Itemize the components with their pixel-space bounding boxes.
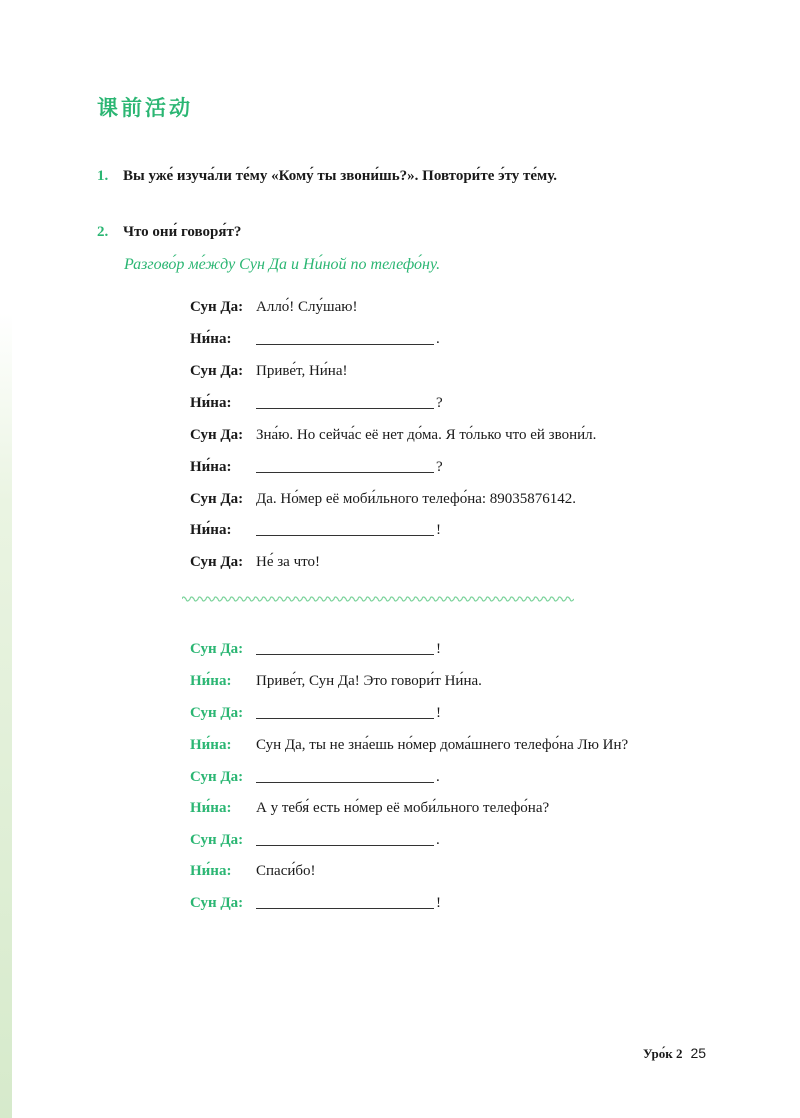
blank-punct: ?	[436, 459, 443, 475]
speaker-label: Сун Да:	[190, 554, 244, 570]
speaker-label: Ни́на:	[190, 459, 232, 475]
dialogue-line	[190, 454, 443, 476]
dialogue-line	[190, 422, 596, 444]
line-text: Алло́! Слу́шаю!	[256, 299, 358, 315]
line-text: Сун Да, ты не зна́ешь но́мер дома́шнего телефо́на Лю Ин?	[256, 737, 629, 753]
answer-blank[interactable]	[256, 456, 434, 473]
blank-punct: .	[436, 832, 440, 848]
speaker-label: Ни́на:	[190, 522, 232, 538]
task-1	[97, 168, 557, 185]
speaker-label: Сун Да:	[190, 427, 244, 443]
page-number: 25	[690, 1045, 707, 1061]
side-color-band	[0, 0, 12, 1118]
answer-blank[interactable]	[256, 328, 434, 345]
line-text: Приве́т, Ни́на!	[256, 363, 348, 379]
dialogue-line	[190, 732, 628, 754]
speaker-label: Ни́на:	[190, 800, 232, 816]
speaker-label: Сун Да:	[190, 641, 244, 657]
answer-blank[interactable]	[256, 766, 434, 783]
answer-blank[interactable]	[256, 638, 434, 655]
dialogue-line	[190, 294, 357, 316]
line-text: Приве́т, Сун Да! Это говори́т Ни́на.	[256, 673, 482, 689]
answer-blank[interactable]	[256, 702, 434, 719]
page-footer	[643, 1045, 706, 1062]
line-text: А у тебя́ есть но́мер её моби́льного телефо́на?	[256, 800, 550, 816]
dialogue-line	[190, 700, 441, 722]
task-number: 1.	[97, 168, 109, 184]
blank-punct: !	[436, 705, 441, 721]
dialogue-line	[190, 764, 440, 786]
dialogue-line	[190, 358, 347, 380]
wavy-divider	[182, 594, 574, 604]
task-text: Вы уже́ изуча́ли те́му «Кому́ ты звони́шь?». Повтори́те э́ту те́му.	[123, 168, 557, 184]
dialogue-line	[190, 549, 320, 571]
speaker-label: Ни́на:	[190, 395, 232, 411]
line-text: Спаси́бо!	[256, 863, 316, 879]
speaker-label: Ни́на:	[190, 863, 232, 879]
speaker-label: Сун Да:	[190, 363, 244, 379]
speaker-label: Ни́на:	[190, 737, 232, 753]
task-number: 2.	[97, 224, 109, 240]
answer-blank[interactable]	[256, 392, 434, 409]
dialogue-line	[190, 795, 549, 817]
blank-punct: !	[436, 522, 441, 538]
speaker-label: Сун Да:	[190, 769, 244, 785]
speaker-label: Сун Да:	[190, 299, 244, 315]
dialogue-line	[190, 668, 482, 690]
line-text: Зна́ю. Но сейча́с её нет до́ма. Я то́лько что ей звони́л.	[256, 427, 597, 443]
dialogue-line	[190, 390, 443, 412]
task-text: Что они́ говоря́т?	[123, 224, 242, 240]
speaker-label: Сун Да:	[190, 491, 244, 507]
speaker-label: Сун Да:	[190, 895, 244, 911]
speaker-label: Сун Да:	[190, 832, 244, 848]
dialogue-line	[190, 486, 576, 508]
answer-blank[interactable]	[256, 892, 434, 909]
line-text: Да. Но́мер её моби́льного телефо́на: 89035876142.	[256, 491, 577, 507]
blank-punct: !	[436, 895, 441, 911]
lesson-label: Уро́к 2	[643, 1046, 683, 1061]
speaker-label: Ни́на:	[190, 673, 232, 689]
dialogue-line	[190, 326, 440, 348]
task-2	[97, 224, 241, 241]
blank-punct: .	[436, 331, 440, 347]
dialogue-line	[190, 890, 441, 912]
dialogue-subtitle: Разгово́р ме́жду Сун Да и Ни́ной по телефо́ну.	[124, 256, 441, 273]
answer-blank[interactable]	[256, 519, 434, 536]
speaker-label: Сун Да:	[190, 705, 244, 721]
dialogue-line	[190, 858, 316, 880]
dialogue-line	[190, 517, 441, 539]
dialogue-line	[190, 636, 441, 658]
blank-punct: .	[436, 769, 440, 785]
answer-blank[interactable]	[256, 829, 434, 846]
line-text: Не́ за что!	[256, 554, 320, 570]
speaker-label: Ни́на:	[190, 331, 232, 347]
section-title: 课前活动	[97, 96, 193, 120]
blank-punct: !	[436, 641, 441, 657]
dialogue-line	[190, 827, 440, 849]
blank-punct: ?	[436, 395, 443, 411]
